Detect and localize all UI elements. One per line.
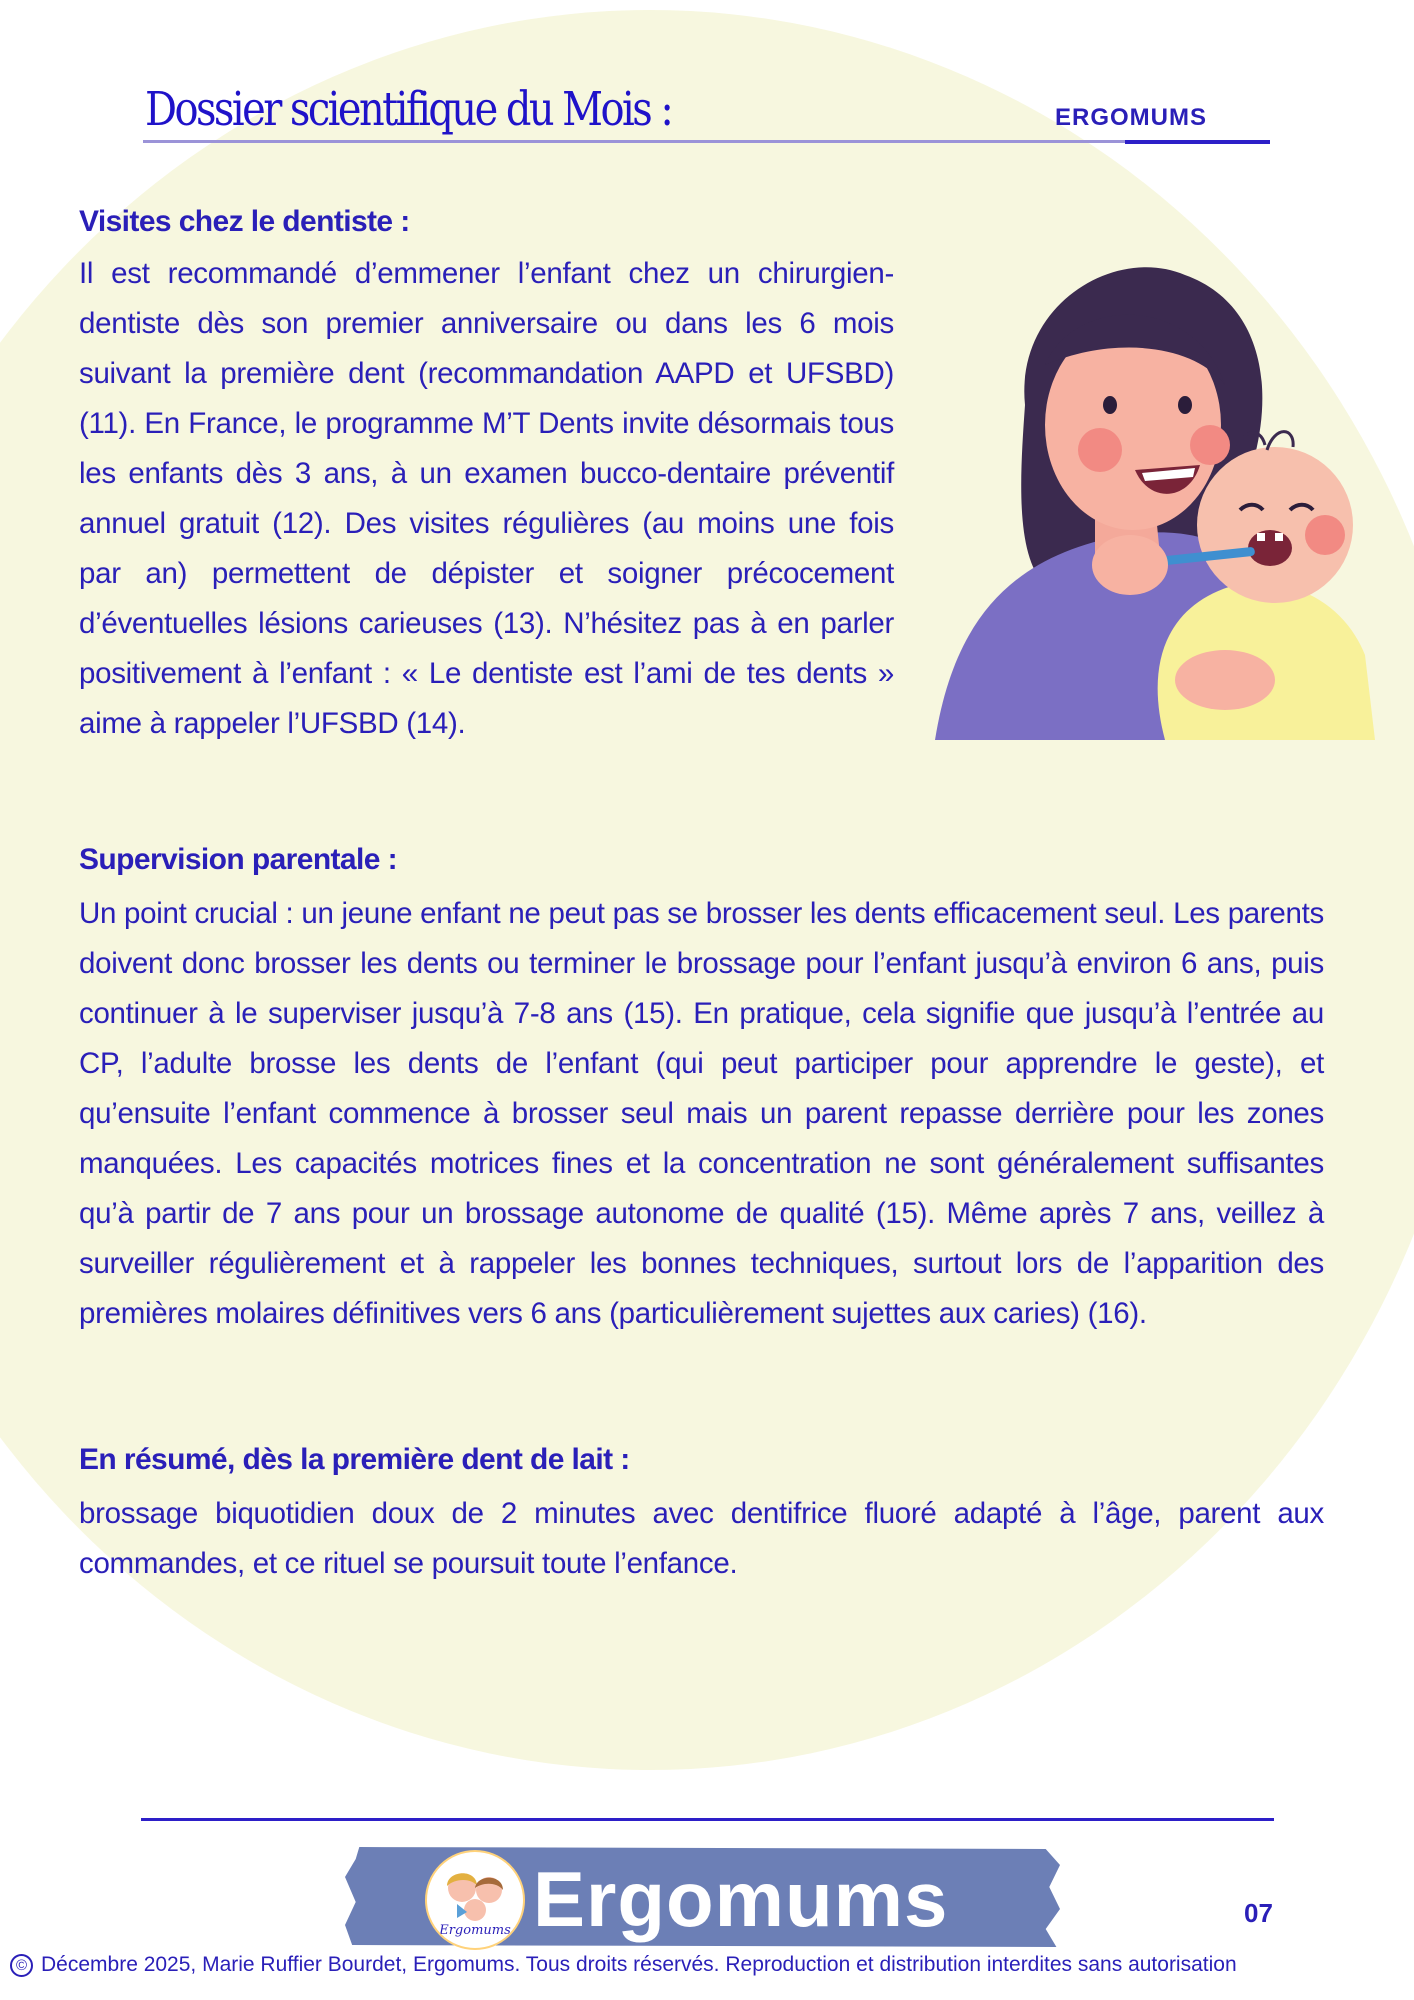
footer-logo-text: Ergomums [533, 1855, 949, 1943]
mother-brushing-baby-teeth-illustration [895, 255, 1405, 740]
header-underline [143, 140, 1269, 143]
ergomums-logo-badge [425, 1850, 525, 1950]
section-heading-dentist: Visites chez le dentiste : [79, 205, 410, 238]
family-logo-icon [427, 1852, 523, 1948]
header-underline-accent [1125, 140, 1270, 144]
page-number: 07 [1244, 1898, 1273, 1928]
section-text-supervision: Un point crucial : un jeune enfant ne peut pas se brosser les dents efficacement seul. Les parents doivent donc brosser les dents ou terminer le brossage pour l’enfant jusqu’à environ 6 ans, puis continuer à le superviser jusqu’à 7-8 ans (15). En pratique, cela signifie que jusqu’à l’entrée au CP, l’adulte brosse les dents de l’enfant (qui peut participer pour apprendre le geste), et qu’ensuite l’enfant commence à brosser seul mais un parent repasse derrière pour les zones manquées. Les capacités motrices fines et la concentration ne sont généralement suffisantes qu’à partir de 7 ans pour un brossage autonome de qualité (15). Même après 7 ans, veillez à surveiller régulièrement et à rappeler les bonnes techniques, surtout lors de l’apparition des premières molaires définitives vers 6 ans (particulièrement sujettes aux caries) (16). [79, 897, 1324, 1330]
page-title: Dossier scientifique du Mois : [145, 82, 672, 137]
section-text-dentist: Il est recommandé d’emmener l’enfant chez un chirurgien-dentiste dès son premier anniversaire ou dans les 6 mois suivant la première dent (recommandation AAPD et UFSBD) (11). En France, le programme M’T Dents invite désormais tous les enfants dès 3 ans, à un examen bucco-dentaire préventif annuel gratuit (12). Des visites régulières (au moins une fois par an) permettent de dépister et soigner précocement d’éventuelles lésions carieuses (13). N’hésitez pas à en parler positivement à l’enfant : « Le dentiste est l’ami de tes dents » aime à rappeler l’UFSBD (14). [79, 257, 894, 740]
logo-badge-text: Ergomums [439, 1923, 511, 1938]
section-heading-summary: En résumé, dès la première dent de lait : [79, 1443, 630, 1476]
copyright-text: Décembre 2025, Marie Ruffier Bourdet, Ergomums. Tous droits réservés. Reproduction et distribution interdites sans autorisation [41, 1953, 1237, 1976]
copyright-icon: © [10, 1954, 33, 1977]
footer-divider [141, 1818, 1274, 1821]
copyright-notice [10, 1953, 1237, 1977]
section-heading-supervision: Supervision parentale : [79, 843, 397, 876]
header-brand: ERGOMUMS [1055, 104, 1207, 131]
section-text-summary: brossage biquotidien doux de 2 minutes avec dentifrice fluoré adapté à l’âge, parent aux commandes, et ce rituel se poursuit toute l’enfance. [79, 1497, 1324, 1580]
